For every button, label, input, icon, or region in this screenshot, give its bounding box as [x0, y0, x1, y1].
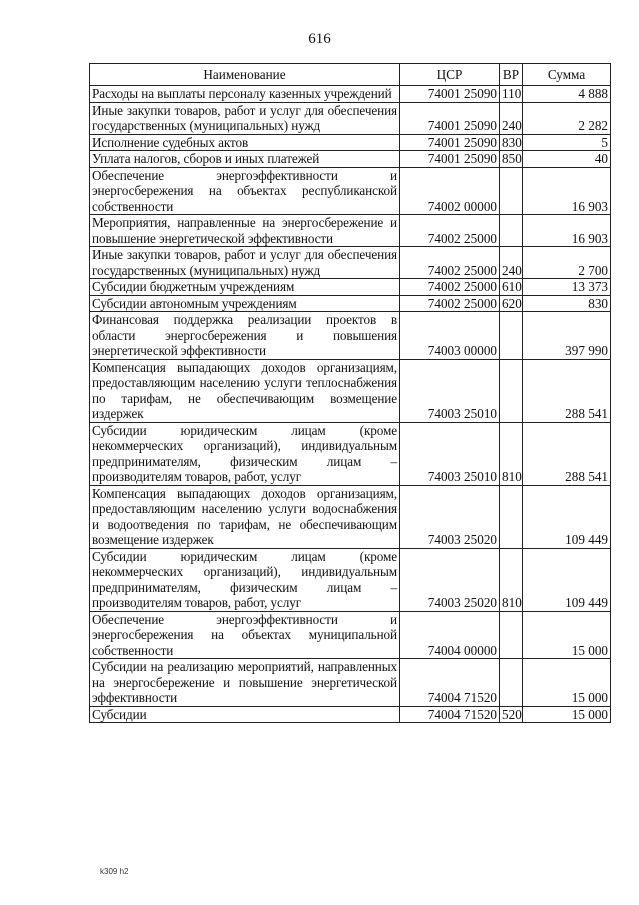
row-sum: 13 373	[523, 279, 611, 296]
row-name: Уплата налогов, сборов и иных платежей	[90, 151, 400, 168]
table-row	[90, 312, 611, 360]
table-header-row	[90, 64, 611, 86]
row-name: Иные закупки товаров, работ и услуг для обеспечения государственных (муниципальных) нужд	[90, 102, 400, 134]
table-row	[90, 167, 611, 215]
row-name: Субсидии автономным учреждениям	[90, 295, 400, 312]
table-row	[90, 215, 611, 247]
row-sum: 15 000	[523, 706, 611, 723]
table-row	[90, 134, 611, 151]
row-vr: 810	[500, 548, 523, 611]
row-vr: 810	[500, 422, 523, 485]
header-csr: ЦСР	[400, 64, 500, 86]
row-csr: 74003 25020	[400, 485, 500, 548]
row-csr: 74004 00000	[400, 611, 500, 659]
table-row	[90, 659, 611, 707]
row-csr: 74001 25090	[400, 134, 500, 151]
row-sum: 15 000	[523, 659, 611, 707]
table-row	[90, 359, 611, 422]
row-sum: 109 449	[523, 548, 611, 611]
table-row	[90, 611, 611, 659]
row-csr: 74001 25090	[400, 151, 500, 168]
row-vr: 620	[500, 295, 523, 312]
table-row	[90, 422, 611, 485]
row-sum: 109 449	[523, 485, 611, 548]
row-vr	[500, 312, 523, 360]
row-vr	[500, 167, 523, 215]
row-sum: 2 700	[523, 247, 611, 279]
row-csr: 74004 71520	[400, 659, 500, 707]
row-name: Исполнение судебных актов	[90, 134, 400, 151]
row-name: Субсидии на реализацию мероприятий, направленных на энергосбережение и повышение энергетической эффективности	[90, 659, 400, 707]
row-csr: 74003 25020	[400, 548, 500, 611]
row-name: Компенсация выпадающих доходов организациям, предоставляющим населению услуги водоснабжения и водоотведения по тарифам, не обеспечивающим возмещение издержек	[90, 485, 400, 548]
row-csr: 74002 25000	[400, 215, 500, 247]
table-row	[90, 102, 611, 134]
table-row	[90, 247, 611, 279]
row-csr: 74002 25000	[400, 279, 500, 296]
row-csr: 74001 25090	[400, 86, 500, 103]
row-vr: 520	[500, 706, 523, 723]
row-sum: 5	[523, 134, 611, 151]
row-vr: 240	[500, 102, 523, 134]
row-csr: 74003 25010	[400, 359, 500, 422]
row-name: Расходы на выплаты персоналу казенных учреждений	[90, 86, 400, 103]
row-vr: 850	[500, 151, 523, 168]
row-name: Компенсация выпадающих доходов организациям, предоставляющим населению услуги теплоснабжения по тарифам, не обеспечивающим возмещение издержек	[90, 359, 400, 422]
row-vr	[500, 611, 523, 659]
table-row	[90, 485, 611, 548]
row-name: Субсидии бюджетным учреждениям	[90, 279, 400, 296]
table-row	[90, 151, 611, 168]
row-sum: 16 903	[523, 215, 611, 247]
row-vr	[500, 485, 523, 548]
row-vr: 110	[500, 86, 523, 103]
row-name: Иные закупки товаров, работ и услуг для обеспечения государственных (муниципальных) нужд	[90, 247, 400, 279]
row-name: Мероприятия, направленные на энергосбережение и повышение энергетической эффективности	[90, 215, 400, 247]
header-name: Наименование	[90, 64, 400, 86]
row-csr: 74001 25090	[400, 102, 500, 134]
row-name: Финансовая поддержка реализации проектов в области энергосбережения и повышения энергетической эффективности	[90, 312, 400, 360]
row-csr: 74004 71520	[400, 706, 500, 723]
table-row	[90, 548, 611, 611]
row-sum: 15 000	[523, 611, 611, 659]
row-vr: 240	[500, 247, 523, 279]
header-sum: Сумма	[523, 64, 611, 86]
row-sum: 288 541	[523, 422, 611, 485]
row-csr: 74003 00000	[400, 312, 500, 360]
row-name: Субсидии юридическим лицам (кроме некоммерческих организаций), индивидуальным предпринимателям, физическим лицам – производителям товаров, работ, услуг	[90, 548, 400, 611]
row-vr	[500, 215, 523, 247]
row-sum: 830	[523, 295, 611, 312]
table-row	[90, 279, 611, 296]
row-sum: 4 888	[523, 86, 611, 103]
row-csr: 74002 25000	[400, 247, 500, 279]
row-csr: 74002 00000	[400, 167, 500, 215]
row-vr: 830	[500, 134, 523, 151]
row-name: Обеспечение энергоэффективности и энергосбережения на объектах республиканской собственности	[90, 167, 400, 215]
row-sum: 397 990	[523, 312, 611, 360]
row-name: Обеспечение энергоэффективности и энергосбережения на объектах муниципальной собственности	[90, 611, 400, 659]
header-vr: ВР	[500, 64, 523, 86]
budget-table	[89, 63, 611, 723]
page-number: 616	[308, 31, 331, 47]
row-csr: 74003 25010	[400, 422, 500, 485]
table-row	[90, 86, 611, 103]
row-sum: 40	[523, 151, 611, 168]
row-csr: 74002 25000	[400, 295, 500, 312]
row-vr	[500, 659, 523, 707]
table-row	[90, 295, 611, 312]
row-name: Субсидии юридическим лицам (кроме некоммерческих организаций), индивидуальным предпринимателям, физическим лицам – производителям товаров, работ, услуг	[90, 422, 400, 485]
row-sum: 2 282	[523, 102, 611, 134]
row-vr: 610	[500, 279, 523, 296]
row-sum: 16 903	[523, 167, 611, 215]
table-row	[90, 706, 611, 723]
footer-code: k309 h2	[100, 867, 129, 876]
row-sum: 288 541	[523, 359, 611, 422]
row-name: Субсидии	[90, 706, 400, 723]
row-vr	[500, 359, 523, 422]
